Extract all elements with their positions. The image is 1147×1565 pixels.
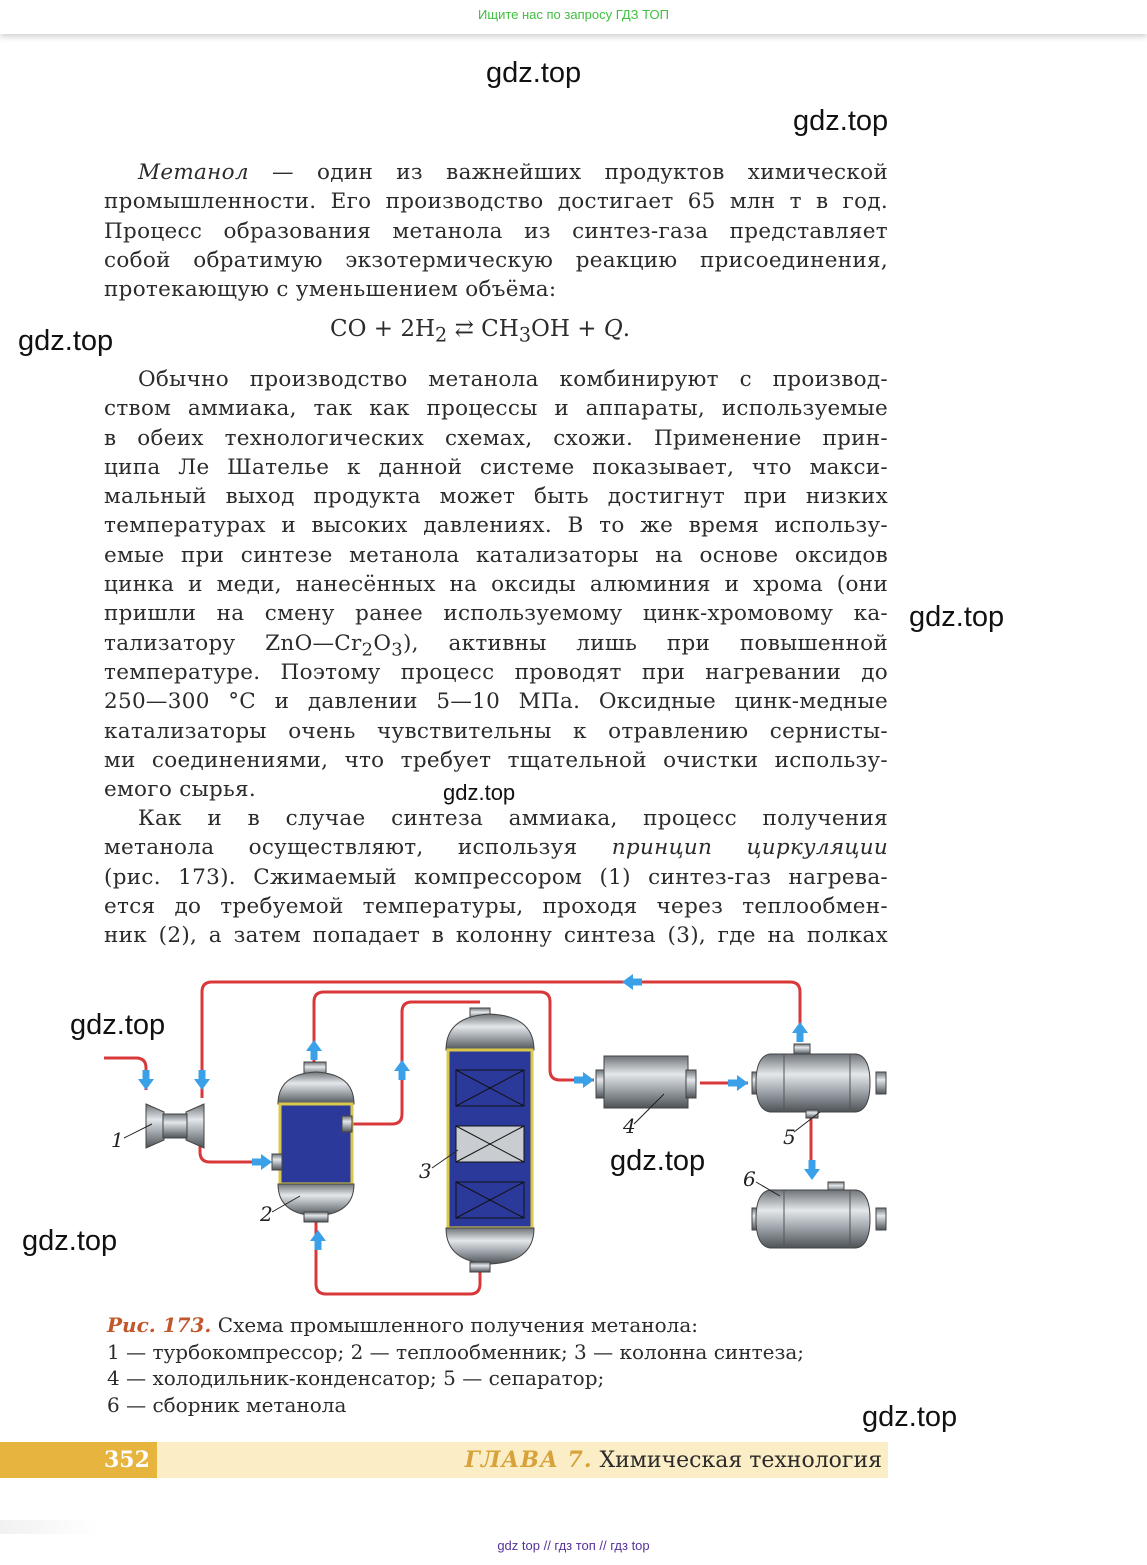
watermark: gdz.top bbox=[610, 1145, 706, 1177]
label-2: 2 bbox=[260, 1202, 273, 1226]
chapter-label: ГЛАВА 7. bbox=[464, 1447, 593, 1473]
separator bbox=[752, 1044, 886, 1118]
page-number-box bbox=[0, 1442, 157, 1478]
text-line: ципа Ле Шателье к данной системе показывает, что макси- bbox=[104, 454, 888, 480]
chapter-title: Химическая технология bbox=[592, 1448, 882, 1473]
label-6: 6 bbox=[743, 1167, 756, 1191]
formula-subscript: 2 bbox=[435, 323, 448, 347]
formula-subscript: 3 bbox=[391, 638, 403, 658]
caption-title: Схема промышленного получения метанола: bbox=[211, 1313, 699, 1337]
text-line bbox=[104, 158, 888, 187]
reaction-equation bbox=[330, 316, 630, 347]
text-line: температуре. Поэтому процесс проводят при нагревании до bbox=[104, 659, 888, 685]
formula-q: Q bbox=[603, 316, 623, 342]
formula-part: . bbox=[622, 316, 630, 342]
text-line: ми соединениями, что требует тщательной очистки использу- bbox=[104, 747, 888, 773]
text-line: ник (2), а затем попадает в колонну синтеза (3), где на полках bbox=[104, 923, 888, 949]
formula-part: OH + bbox=[531, 316, 604, 342]
top-banner bbox=[0, 0, 1147, 34]
text-line: Процесс образования метанола из синтез-газа представляет bbox=[104, 218, 888, 244]
text-fragment: O bbox=[373, 630, 392, 656]
text-line: Как и в случае синтеза аммиака, процесс получения bbox=[138, 806, 888, 831]
text-line: мальный выход продукта может быть достигнут при низких bbox=[104, 484, 888, 510]
caption-line: 4 — холодильник-конденсатор; 5 — сепаратор; bbox=[107, 1366, 605, 1390]
figure-label: Рис. 173. bbox=[107, 1313, 212, 1337]
text-line: температурах и высоких давлениях. В то же время использу- bbox=[104, 513, 888, 539]
watermark: gdz.top bbox=[70, 1009, 166, 1041]
text-line: емые при синтезе метанола катализаторы на основе оксидов bbox=[104, 542, 888, 568]
text-line: ством аммиака, так как процессы и аппараты, используемые bbox=[104, 396, 888, 422]
text-fragment: метанола осуществляют, используя bbox=[104, 835, 612, 861]
text-line: катализаторы очень чувствительны к отравлению сернисты- bbox=[104, 718, 888, 744]
label-1: 1 bbox=[111, 1128, 124, 1152]
figure-caption bbox=[107, 1312, 887, 1418]
text-line: протекающую с уменьшением объёма: bbox=[104, 277, 557, 303]
watermark: gdz.top bbox=[443, 780, 516, 805]
term-circulation: принцип циркуляции bbox=[611, 835, 888, 861]
equilibrium-arrow-icon: ⇄ bbox=[454, 316, 474, 342]
text-line bbox=[104, 833, 888, 862]
paragraph-production bbox=[104, 365, 888, 804]
formula-part: CH bbox=[481, 316, 519, 342]
text-line: в обеих технологических схемах, схожи. Применение прин- bbox=[104, 425, 888, 451]
text-line: емого сырья. bbox=[104, 777, 257, 803]
page-footer bbox=[0, 1442, 888, 1478]
page-number: 352 bbox=[104, 1447, 150, 1473]
formula-subscript: 2 bbox=[361, 638, 374, 658]
caption-title-line bbox=[107, 1312, 887, 1339]
term-methanol: Метанол bbox=[138, 160, 249, 185]
text-line bbox=[104, 629, 888, 658]
watermark: gdz.top bbox=[862, 1401, 958, 1433]
text-line: собой обратимую экзотермическую реакцию присоединения, bbox=[104, 247, 888, 273]
bottom-links[interactable]: gdz top // гдз топ // гдз top bbox=[497, 1538, 650, 1553]
methanol-process-diagram bbox=[100, 962, 900, 1302]
paragraph-methanol-intro bbox=[104, 158, 888, 304]
caption-line: 1 — турбокомпрессор; 2 — теплообменник; 3 — колонна синтеза; bbox=[107, 1339, 805, 1364]
text-line: Обычно производство метанола комбинируют с производ- bbox=[138, 367, 888, 392]
chapter-heading bbox=[465, 1447, 882, 1473]
watermark: gdz.top bbox=[486, 57, 582, 89]
text-line: (рис. 173). Сжимаемый компрессором (1) синтез-газ нагрева- bbox=[104, 864, 888, 890]
turbocompressor bbox=[146, 1104, 204, 1148]
synthesis-column bbox=[446, 1008, 534, 1272]
watermark: gdz.top bbox=[18, 325, 114, 357]
formula-subscript: 3 bbox=[518, 323, 532, 347]
watermark: gdz.top bbox=[22, 1225, 118, 1257]
page-edge-shadow bbox=[0, 1520, 100, 1534]
text-line: ется до требуемой температуры, проходя через теплообмен- bbox=[104, 893, 888, 919]
text-line: цинка и меди, нанесённых на оксиды алюминия и хрома (они bbox=[104, 572, 888, 598]
condenser bbox=[596, 1056, 696, 1108]
label-4: 4 bbox=[623, 1114, 636, 1138]
heat-exchanger bbox=[272, 1062, 354, 1222]
text-fragment: тализатору ZnO—Cr bbox=[104, 630, 362, 656]
formula-part: CO + 2H bbox=[330, 316, 436, 342]
text-fragment: ), активны лишь при повышенной bbox=[402, 630, 888, 656]
text-line: пришли на смену ранее используемому цинк-хромовому ка- bbox=[104, 601, 888, 627]
watermark: gdz.top bbox=[793, 105, 889, 137]
banner-text[interactable]: Ищите нас по запросу ГДЗ ТОП bbox=[478, 7, 669, 22]
label-5: 5 bbox=[783, 1125, 796, 1149]
text-line: 250—300 °C и давлении 5—10 МПа. Оксидные цинк-медные bbox=[104, 689, 888, 715]
paragraph-circulation bbox=[104, 804, 888, 950]
watermark: gdz.top bbox=[909, 601, 1005, 633]
caption-line: 6 — сборник метанола bbox=[107, 1392, 347, 1417]
text-fragment: — один из важнейших продуктов химической bbox=[248, 160, 888, 185]
text-line: промышленности. Его производство достигает 65 млн т в год. bbox=[104, 189, 888, 215]
label-3: 3 bbox=[419, 1159, 432, 1183]
